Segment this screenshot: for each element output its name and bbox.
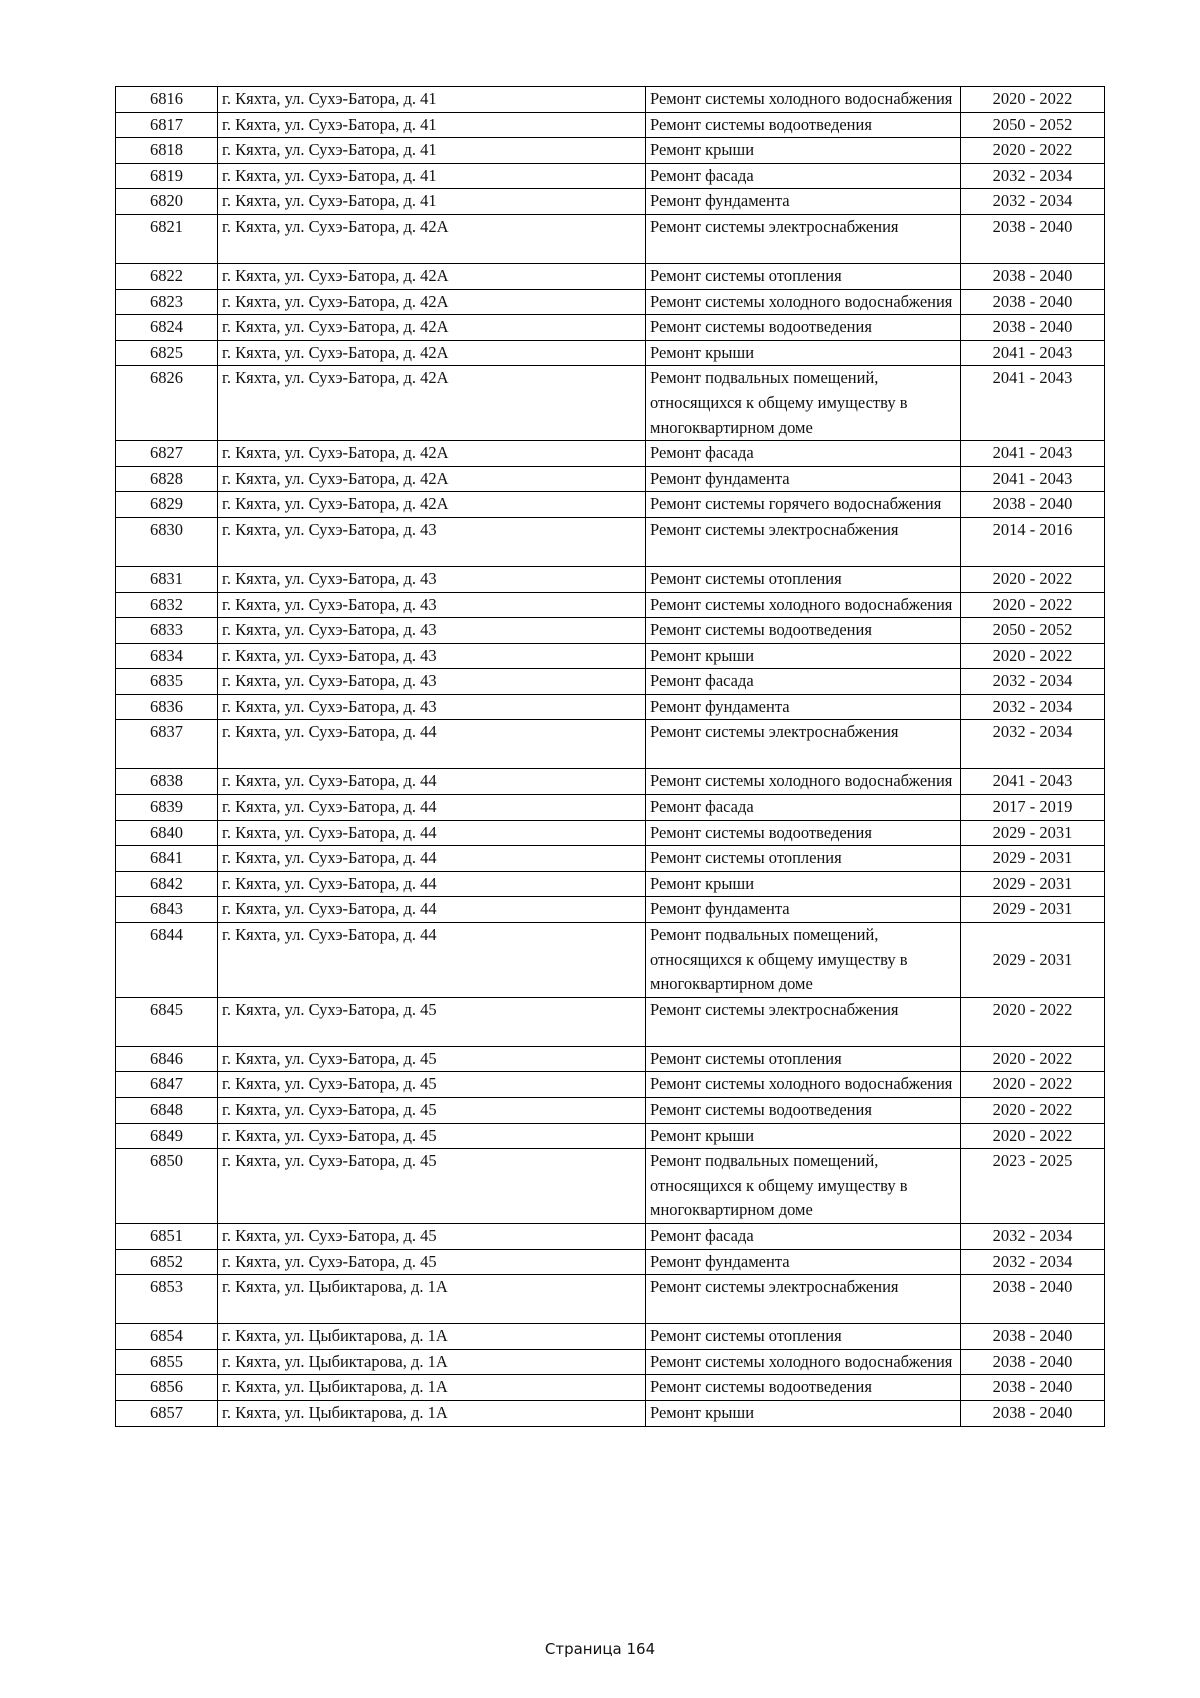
address-cell: г. Кяхта, ул. Сухэ-Батора, д. 41 [218, 163, 646, 189]
row-number-cell: 6849 [116, 1123, 218, 1149]
period-cell: 2038 - 2040 [961, 1375, 1105, 1401]
table-row [116, 694, 1105, 720]
address-cell: г. Кяхта, ул. Сухэ-Батора, д. 44 [218, 769, 646, 795]
period-cell: 2038 - 2040 [961, 492, 1105, 518]
work-type-cell: Ремонт системы холодного водоснабжения [646, 1349, 961, 1375]
row-number-cell: 6830 [116, 517, 218, 566]
row-number-cell: 6848 [116, 1098, 218, 1124]
address-cell: г. Кяхта, ул. Сухэ-Батора, д. 42А [218, 492, 646, 518]
address-cell: г. Кяхта, ул. Сухэ-Батора, д. 42А [218, 366, 646, 441]
table-row [116, 795, 1105, 821]
row-number-cell: 6829 [116, 492, 218, 518]
work-type-cell: Ремонт системы электроснабжения [646, 720, 961, 769]
table-row [116, 517, 1105, 566]
period-cell: 2041 - 2043 [961, 466, 1105, 492]
period-cell: 2041 - 2043 [961, 366, 1105, 441]
address-cell: г. Кяхта, ул. Сухэ-Батора, д. 43 [218, 643, 646, 669]
address-cell: г. Кяхта, ул. Сухэ-Батора, д. 44 [218, 871, 646, 897]
address-cell: г. Кяхта, ул. Сухэ-Батора, д. 42А [218, 289, 646, 315]
row-number-cell: 6854 [116, 1324, 218, 1350]
work-type-cell: Ремонт фасада [646, 163, 961, 189]
row-number-cell: 6816 [116, 87, 218, 113]
period-cell: 2032 - 2034 [961, 720, 1105, 769]
table-row [116, 820, 1105, 846]
row-number-cell: 6845 [116, 997, 218, 1046]
row-number-cell: 6827 [116, 441, 218, 467]
address-cell: г. Кяхта, ул. Цыбиктарова, д. 1А [218, 1375, 646, 1401]
work-type-cell: Ремонт системы отопления [646, 263, 961, 289]
row-number-cell: 6840 [116, 820, 218, 846]
address-cell: г. Кяхта, ул. Сухэ-Батора, д. 41 [218, 112, 646, 138]
row-number-cell: 6817 [116, 112, 218, 138]
work-type-cell: Ремонт системы холодного водоснабжения [646, 769, 961, 795]
period-cell: 2032 - 2034 [961, 163, 1105, 189]
table-row [116, 1098, 1105, 1124]
address-cell: г. Кяхта, ул. Сухэ-Батора, д. 44 [218, 795, 646, 821]
address-cell: г. Кяхта, ул. Сухэ-Батора, д. 45 [218, 1098, 646, 1124]
work-type-cell: Ремонт крыши [646, 1400, 961, 1426]
address-cell: г. Кяхта, ул. Сухэ-Батора, д. 44 [218, 846, 646, 872]
period-cell: 2020 - 2022 [961, 87, 1105, 113]
period-cell: 2032 - 2034 [961, 669, 1105, 695]
row-number-cell: 6818 [116, 138, 218, 164]
period-cell: 2038 - 2040 [961, 1275, 1105, 1324]
row-number-cell: 6823 [116, 289, 218, 315]
period-cell: 2038 - 2040 [961, 289, 1105, 315]
row-number-cell: 6853 [116, 1275, 218, 1324]
table-row [116, 1375, 1105, 1401]
work-type-cell: Ремонт фасада [646, 441, 961, 467]
table-row [116, 769, 1105, 795]
table-row [116, 566, 1105, 592]
period-cell: 2050 - 2052 [961, 112, 1105, 138]
work-type-cell: Ремонт системы электроснабжения [646, 1275, 961, 1324]
period-cell: 2020 - 2022 [961, 1098, 1105, 1124]
period-cell: 2032 - 2034 [961, 1249, 1105, 1275]
row-number-cell: 6847 [116, 1072, 218, 1098]
table-row [116, 189, 1105, 215]
period-cell: 2029 - 2031 [961, 897, 1105, 923]
address-cell: г. Кяхта, ул. Сухэ-Батора, д. 42А [218, 340, 646, 366]
period-cell: 2041 - 2043 [961, 441, 1105, 467]
work-type-cell: Ремонт фасада [646, 669, 961, 695]
work-type-cell: Ремонт системы водоотведения [646, 315, 961, 341]
address-cell: г. Кяхта, ул. Сухэ-Батора, д. 45 [218, 1046, 646, 1072]
work-type-cell: Ремонт подвальных помещений, относящихся к общему имуществу в многоквартирном доме [646, 366, 961, 441]
row-number-cell: 6843 [116, 897, 218, 923]
table-row [116, 1046, 1105, 1072]
period-cell: 2029 - 2031 [961, 923, 1105, 998]
period-cell: 2038 - 2040 [961, 1349, 1105, 1375]
table-row [116, 1324, 1105, 1350]
address-cell: г. Кяхта, ул. Сухэ-Батора, д. 42А [218, 441, 646, 467]
row-number-cell: 6833 [116, 618, 218, 644]
row-number-cell: 6831 [116, 566, 218, 592]
address-cell: г. Кяхта, ул. Сухэ-Батора, д. 42А [218, 315, 646, 341]
row-number-cell: 6852 [116, 1249, 218, 1275]
work-type-cell: Ремонт фасада [646, 1223, 961, 1249]
address-cell: г. Кяхта, ул. Цыбиктарова, д. 1А [218, 1349, 646, 1375]
address-cell: г. Кяхта, ул. Цыбиктарова, д. 1А [218, 1400, 646, 1426]
address-cell: г. Кяхта, ул. Сухэ-Батора, д. 43 [218, 566, 646, 592]
table-row [116, 1123, 1105, 1149]
repair-schedule-table [115, 86, 1105, 1427]
work-type-cell: Ремонт системы отопления [646, 846, 961, 872]
address-cell: г. Кяхта, ул. Сухэ-Батора, д. 43 [218, 618, 646, 644]
table-row [116, 669, 1105, 695]
work-type-cell: Ремонт системы электроснабжения [646, 997, 961, 1046]
period-cell: 2041 - 2043 [961, 769, 1105, 795]
row-number-cell: 6821 [116, 214, 218, 263]
table-row [116, 1072, 1105, 1098]
work-type-cell: Ремонт системы холодного водоснабжения [646, 1072, 961, 1098]
work-type-cell: Ремонт системы холодного водоснабжения [646, 87, 961, 113]
address-cell: г. Кяхта, ул. Сухэ-Батора, д. 44 [218, 720, 646, 769]
period-cell: 2038 - 2040 [961, 263, 1105, 289]
period-cell: 2020 - 2022 [961, 592, 1105, 618]
address-cell: г. Кяхта, ул. Сухэ-Батора, д. 41 [218, 138, 646, 164]
row-number-cell: 6856 [116, 1375, 218, 1401]
work-type-cell: Ремонт системы водоотведения [646, 1375, 961, 1401]
table-row [116, 214, 1105, 263]
work-type-cell: Ремонт системы отопления [646, 1324, 961, 1350]
work-type-cell: Ремонт подвальных помещений, относящихся к общему имуществу в многоквартирном доме [646, 1149, 961, 1224]
work-type-cell: Ремонт крыши [646, 340, 961, 366]
table-row [116, 1249, 1105, 1275]
table-row [116, 1149, 1105, 1224]
work-type-cell: Ремонт системы холодного водоснабжения [646, 289, 961, 315]
work-type-cell: Ремонт системы электроснабжения [646, 214, 961, 263]
address-cell: г. Кяхта, ул. Сухэ-Батора, д. 45 [218, 1123, 646, 1149]
address-cell: г. Кяхта, ул. Сухэ-Батора, д. 43 [218, 592, 646, 618]
period-cell: 2020 - 2022 [961, 1046, 1105, 1072]
work-type-cell: Ремонт системы горячего водоснабжения [646, 492, 961, 518]
address-cell: г. Кяхта, ул. Сухэ-Батора, д. 45 [218, 1149, 646, 1224]
period-cell: 2020 - 2022 [961, 1123, 1105, 1149]
table-row [116, 112, 1105, 138]
page-number: Страница 164 [544, 1640, 656, 1658]
table-row [116, 1275, 1105, 1324]
table-row [116, 846, 1105, 872]
table-row [116, 720, 1105, 769]
period-cell: 2020 - 2022 [961, 997, 1105, 1046]
work-type-cell: Ремонт фундамента [646, 897, 961, 923]
period-cell: 2038 - 2040 [961, 315, 1105, 341]
table-row [116, 315, 1105, 341]
period-cell: 2038 - 2040 [961, 1400, 1105, 1426]
row-number-cell: 6836 [116, 694, 218, 720]
table-row [116, 138, 1105, 164]
table-row [116, 163, 1105, 189]
address-cell: г. Кяхта, ул. Сухэ-Батора, д. 45 [218, 1072, 646, 1098]
row-number-cell: 6832 [116, 592, 218, 618]
period-cell: 2029 - 2031 [961, 846, 1105, 872]
row-number-cell: 6850 [116, 1149, 218, 1224]
table-row [116, 366, 1105, 441]
table-row [116, 492, 1105, 518]
period-cell: 2017 - 2019 [961, 795, 1105, 821]
address-cell: г. Кяхта, ул. Сухэ-Батора, д. 43 [218, 669, 646, 695]
row-number-cell: 6851 [116, 1223, 218, 1249]
period-cell: 2032 - 2034 [961, 189, 1105, 215]
period-cell: 2014 - 2016 [961, 517, 1105, 566]
period-cell: 2029 - 2031 [961, 820, 1105, 846]
row-number-cell: 6828 [116, 466, 218, 492]
work-type-cell: Ремонт фундамента [646, 694, 961, 720]
period-cell: 2032 - 2034 [961, 1223, 1105, 1249]
address-cell: г. Кяхта, ул. Цыбиктарова, д. 1А [218, 1275, 646, 1324]
period-cell: 2020 - 2022 [961, 566, 1105, 592]
row-number-cell: 6839 [116, 795, 218, 821]
table-row [116, 618, 1105, 644]
address-cell: г. Кяхта, ул. Сухэ-Батора, д. 45 [218, 1249, 646, 1275]
period-cell: 2029 - 2031 [961, 871, 1105, 897]
work-type-cell: Ремонт крыши [646, 643, 961, 669]
address-cell: г. Кяхта, ул. Сухэ-Батора, д. 43 [218, 694, 646, 720]
work-type-cell: Ремонт системы отопления [646, 1046, 961, 1072]
table-row [116, 1349, 1105, 1375]
work-type-cell: Ремонт системы электроснабжения [646, 517, 961, 566]
period-cell: 2050 - 2052 [961, 618, 1105, 644]
table-row [116, 643, 1105, 669]
table-row [116, 1223, 1105, 1249]
address-cell: г. Кяхта, ул. Сухэ-Батора, д. 44 [218, 820, 646, 846]
work-type-cell: Ремонт системы водоотведения [646, 1098, 961, 1124]
table-row [116, 1400, 1105, 1426]
address-cell: г. Кяхта, ул. Сухэ-Батора, д. 44 [218, 897, 646, 923]
work-type-cell: Ремонт системы водоотведения [646, 112, 961, 138]
row-number-cell: 6844 [116, 923, 218, 998]
row-number-cell: 6857 [116, 1400, 218, 1426]
work-type-cell: Ремонт фундамента [646, 466, 961, 492]
address-cell: г. Кяхта, ул. Сухэ-Батора, д. 44 [218, 923, 646, 998]
period-cell: 2020 - 2022 [961, 643, 1105, 669]
row-number-cell: 6820 [116, 189, 218, 215]
address-cell: г. Кяхта, ул. Сухэ-Батора, д. 41 [218, 189, 646, 215]
table-row [116, 263, 1105, 289]
work-type-cell: Ремонт системы водоотведения [646, 618, 961, 644]
work-type-cell: Ремонт крыши [646, 871, 961, 897]
row-number-cell: 6826 [116, 366, 218, 441]
row-number-cell: 6822 [116, 263, 218, 289]
period-cell: 2032 - 2034 [961, 694, 1105, 720]
work-type-cell: Ремонт фундамента [646, 1249, 961, 1275]
work-type-cell: Ремонт системы водоотведения [646, 820, 961, 846]
work-type-cell: Ремонт крыши [646, 1123, 961, 1149]
work-type-cell: Ремонт фундамента [646, 189, 961, 215]
table-row [116, 340, 1105, 366]
address-cell: г. Кяхта, ул. Сухэ-Батора, д. 42А [218, 214, 646, 263]
row-number-cell: 6841 [116, 846, 218, 872]
table-row [116, 592, 1105, 618]
row-number-cell: 6846 [116, 1046, 218, 1072]
period-cell: 2038 - 2040 [961, 1324, 1105, 1350]
table-row [116, 997, 1105, 1046]
address-cell: г. Кяхта, ул. Сухэ-Батора, д. 41 [218, 87, 646, 113]
work-type-cell: Ремонт системы холодного водоснабжения [646, 592, 961, 618]
work-type-cell: Ремонт фасада [646, 795, 961, 821]
table-row [116, 923, 1105, 998]
work-type-cell: Ремонт системы отопления [646, 566, 961, 592]
address-cell: г. Кяхта, ул. Сухэ-Батора, д. 43 [218, 517, 646, 566]
row-number-cell: 6838 [116, 769, 218, 795]
period-cell: 2041 - 2043 [961, 340, 1105, 366]
table-row [116, 466, 1105, 492]
period-cell: 2023 - 2025 [961, 1149, 1105, 1224]
row-number-cell: 6834 [116, 643, 218, 669]
address-cell: г. Кяхта, ул. Сухэ-Батора, д. 45 [218, 1223, 646, 1249]
table-row [116, 871, 1105, 897]
work-type-cell: Ремонт крыши [646, 138, 961, 164]
period-cell: 2020 - 2022 [961, 1072, 1105, 1098]
table-row [116, 289, 1105, 315]
table-row [116, 87, 1105, 113]
table-row [116, 897, 1105, 923]
row-number-cell: 6835 [116, 669, 218, 695]
row-number-cell: 6819 [116, 163, 218, 189]
row-number-cell: 6837 [116, 720, 218, 769]
address-cell: г. Кяхта, ул. Сухэ-Батора, д. 45 [218, 997, 646, 1046]
address-cell: г. Кяхта, ул. Сухэ-Батора, д. 42А [218, 263, 646, 289]
period-cell: 2038 - 2040 [961, 214, 1105, 263]
table-body [116, 87, 1105, 1427]
row-number-cell: 6855 [116, 1349, 218, 1375]
address-cell: г. Кяхта, ул. Цыбиктарова, д. 1А [218, 1324, 646, 1350]
table-row [116, 441, 1105, 467]
period-cell: 2020 - 2022 [961, 138, 1105, 164]
row-number-cell: 6842 [116, 871, 218, 897]
address-cell: г. Кяхта, ул. Сухэ-Батора, д. 42А [218, 466, 646, 492]
work-type-cell: Ремонт подвальных помещений, относящихся к общему имуществу в многоквартирном доме [646, 923, 961, 998]
row-number-cell: 6824 [116, 315, 218, 341]
row-number-cell: 6825 [116, 340, 218, 366]
